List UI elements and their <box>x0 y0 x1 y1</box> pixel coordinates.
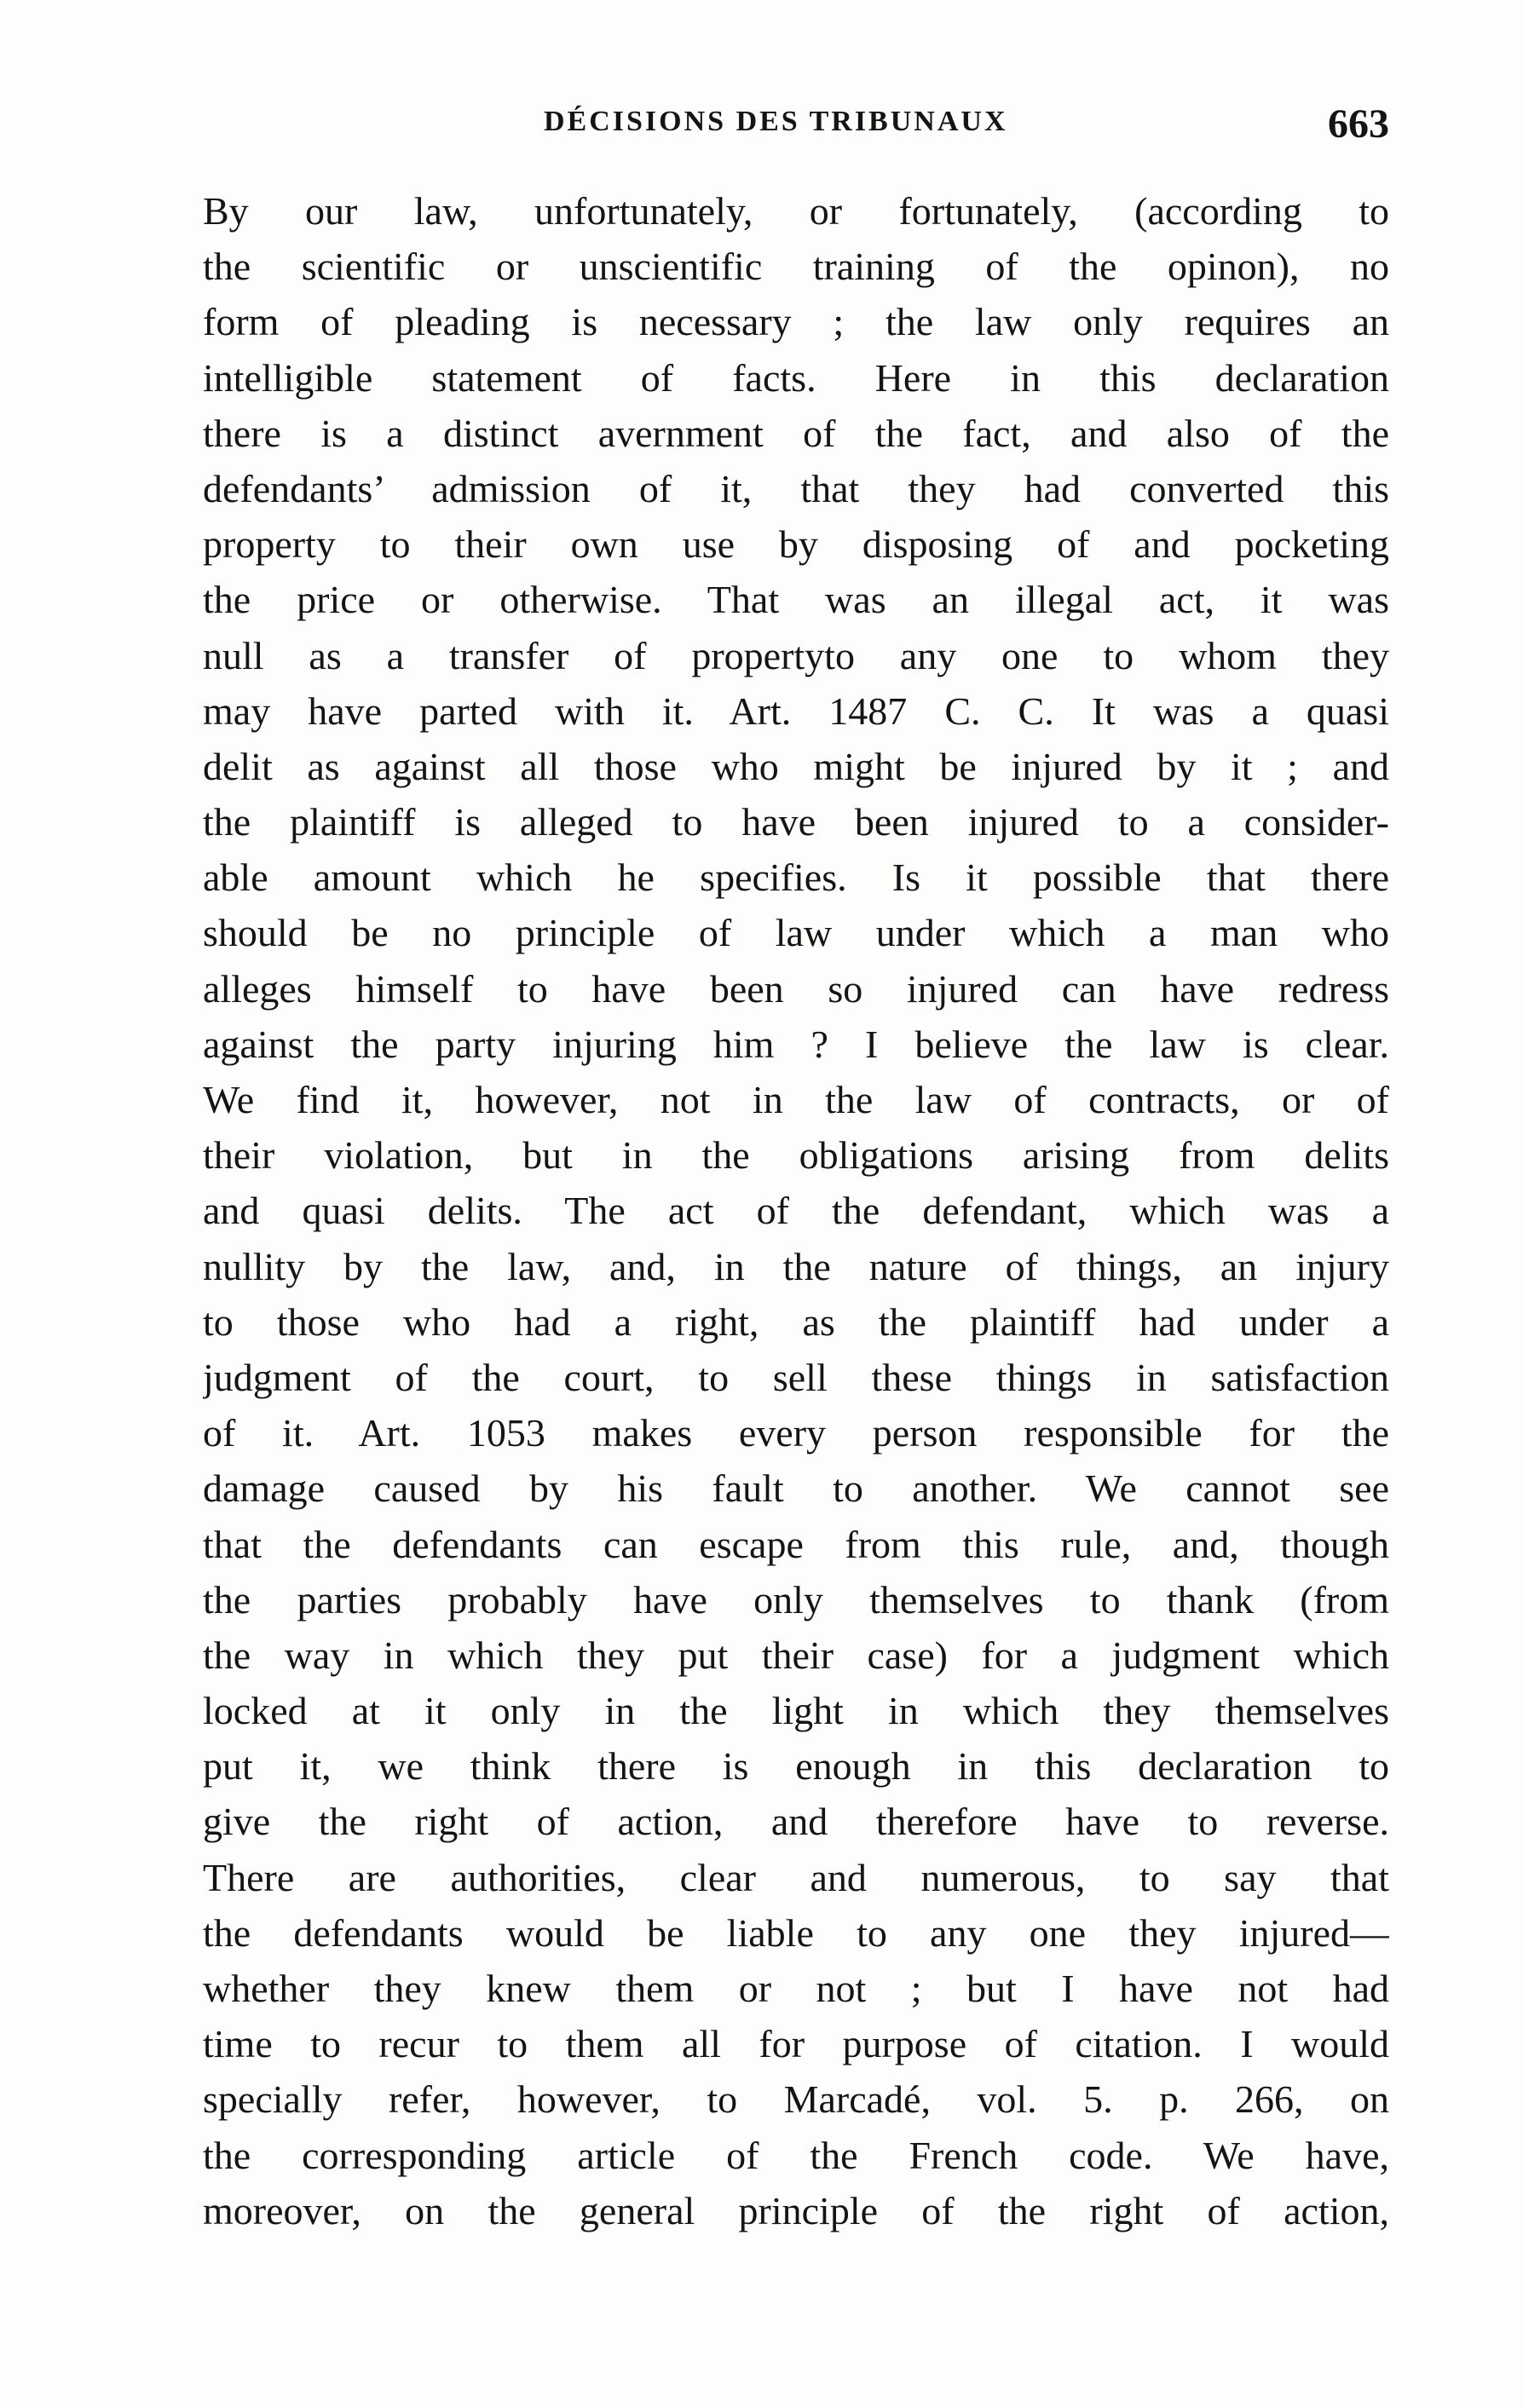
text-line: whether they knew them or not ; but I have not had <box>203 1967 1389 2010</box>
text-line: We find it, however, not in the law of contracts, or of <box>203 1078 1389 1121</box>
text-line: put it, we think there is enough in this declaration to <box>203 1744 1389 1789</box>
text-line: there is a distinct avernment of the fact, and also of the <box>203 411 1389 455</box>
text-line: judgment of the court, to sell these things in satisfaction <box>203 1355 1389 1399</box>
text-line: the price or otherwise. That was an illegal act, it was <box>203 578 1389 622</box>
text-line: alleges himself to have been so injured can have redress <box>203 966 1389 1011</box>
text-line: the parties probably have only themselves to thank (from <box>203 1577 1389 1622</box>
text-line: form of pleading is necessary ; the law only requires an <box>203 300 1389 344</box>
text-line: the defendants would be liable to any one they injured— <box>203 1910 1389 1955</box>
text-line: should be no principle of law under which a man who <box>203 911 1389 955</box>
text-line: the plaintiff is alleged to have been injured to a consider- <box>203 800 1389 844</box>
text-line: defendants’ admission of it, that they had converted this <box>203 466 1389 510</box>
page-number: 663 <box>1328 101 1389 147</box>
text-line: able amount which he specifies. Is it possible that there <box>203 855 1389 900</box>
running-title: DÉCISIONS DES TRIBUNAUX <box>544 106 1008 137</box>
text-line: the scientific or unscientific training of the opinon), no <box>203 245 1389 289</box>
text-line: the corresponding article of the French code. We have, <box>203 2133 1389 2177</box>
text-line: of it. Art. 1053 makes every person responsible for the <box>203 1411 1389 1455</box>
text-line: null as a transfer of propertyto any one to whom they <box>203 633 1389 677</box>
text-line: that the defendants can escape from this rule, and, though <box>203 1522 1389 1566</box>
text-line: and quasi delits. The act of the defendant, which was a <box>203 1189 1389 1233</box>
text-line: locked at it only in the light in which they themselves <box>203 1689 1389 1733</box>
text-line: property to their own use by disposing of and pocketing <box>203 522 1389 567</box>
text-line: their violation, but in the obligations arising from delits <box>203 1133 1389 1178</box>
running-head <box>203 101 1389 152</box>
text-line: against the party injuring him ? I believe the law is clear. <box>203 1022 1389 1066</box>
body-text <box>203 183 1389 2238</box>
text-line: damage caused by his fault to another. We cannot see <box>203 1466 1389 1511</box>
text-line: nullity by the law, and, in the nature of things, an injury <box>203 1244 1389 1288</box>
text-line: to those who had a right, as the plaintiff had under a <box>203 1299 1389 1344</box>
text-line: may have parted with it. Art. 1487 C. C. It was a quasi <box>203 688 1389 733</box>
text-line: specially refer, however, to Marcadé, vol. 5. p. 266, on <box>203 2077 1389 2122</box>
text-line: By our law, unfortunately, or fortunately, (according to <box>203 189 1389 233</box>
text-line: moreover, on the general principle of the right of action, <box>203 2188 1389 2232</box>
text-line: the way in which they put their case) for a judgment which <box>203 1633 1389 1677</box>
text-line: time to recur to them all for purpose of citation. I would <box>203 2022 1389 2066</box>
text-line: There are authorities, clear and numerous, to say that <box>203 1855 1389 1899</box>
text-line: give the right of action, and therefore have to reverse. <box>203 1800 1389 1844</box>
text-line: delit as against all those who might be injured by it ; and <box>203 744 1389 788</box>
text-line: intelligible statement of facts. Here in this declaration <box>203 355 1389 400</box>
